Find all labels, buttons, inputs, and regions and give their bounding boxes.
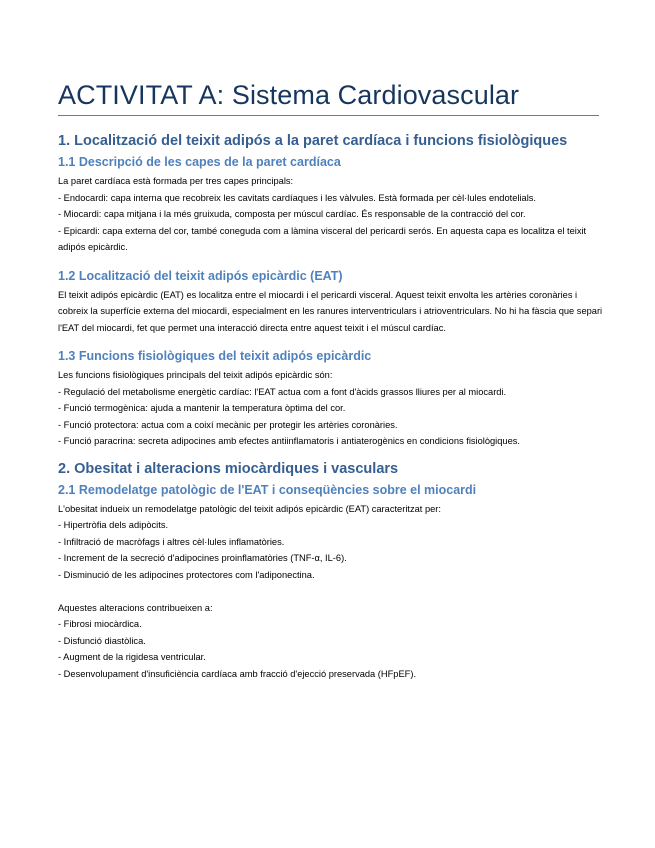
subsection-heading: 1.2 Localització del teixit adipós epicàrdic (EAT) [58,268,343,283]
list-item: - Funció paracrina: secreta adipocines amb efectes antiinflamatoris i antiaterogènics en condicions fisiològiques. [58,436,520,446]
list-item: - Disfunció diastòlica. [58,635,146,646]
paragraph: Les funcions fisiològiques principals del teixit adipós epicàrdic són: [58,370,333,380]
list-item: - Endocardi: capa interna que recobreix les cavitats cardíaques i les vàlvules. Està formada per cèl·lules endotelials. [58,192,537,203]
subsection-1-2 [58,268,603,337]
list-item: - Hipertròfia dels adipòcits. [58,520,169,530]
section-heading: 1. Localització del teixit adipós a la paret cardíaca i funcions fisiològiques [58,133,568,149]
subsection-heading: 2.1 Remodelatge patològic de l'EAT i conseqüències sobre el miocardi [58,482,477,497]
list-item: - Regulació del metabolisme energètic cardíac: l'EAT actua com a font d'àcids grassos lliures per al miocardi. [58,386,507,397]
list-item: - Increment de la secreció d'adipocines proinflamatòries (TNF-α, IL-6). [58,553,347,563]
subsection-1-1 [58,154,603,256]
section-heading: 2. Obesitat i alteracions miocàrdiques i vasculars [58,460,399,477]
paragraph: L'obesitat indueix un remodelatge patològic del teixit adipós epicàrdic (EAT) caracteritzat per: [58,503,441,514]
paragraph: El teixit adipós epicàrdic (EAT) es localitza entre el miocardi i el pericardi visceral. Aquest teixit envolta les artèries coronàries i cobreix la superfície externa del miocardi, especialment en les ranures interventriculars i atrioventriculars. No hi ha fàscia que separi l'EAT del miocardi, fet que permet una interacció directa entre aquest teixit i el múscul cardíac. [58,289,603,333]
title-underline [58,115,599,116]
section-2 [58,459,603,683]
subsection-1-3 [58,348,603,450]
document-body [58,131,603,682]
list-item: - Disminució de les adipocines protectores com l'adiponectina. [58,569,315,580]
list-item: - Miocardi: capa mitjana i la més gruixuda, composta per múscul cardíac. És responsable de la contracció del cor. [58,209,526,219]
page-title: ACTIVITAT A: Sistema Cardiovascular [58,80,520,110]
list-item: - Desenvolupament d'insuficiència cardíaca amb fracció d'ejecció preservada (HFpEF). [58,668,417,679]
list-item: - Fibrosi miocàrdica. [58,619,142,629]
section-1 [58,131,603,450]
list-item: - Funció termogènica: ajuda a mantenir la temperatura òptima del cor. [58,403,346,413]
paragraph: Aquestes alteracions contribueixen a: [58,602,213,613]
list-item: - Funció protectora: actua com a coixí mecànic per protegir les artèries coronàries. [58,419,398,430]
paragraph: La paret cardíaca està formada per tres capes principals: [58,176,294,186]
list-item: - Infiltració de macròfags i altres cèl·lules inflamatòries. [58,536,285,547]
subsection-2-1 [58,482,603,683]
subsection-heading: 1.1 Descripció de les capes de la paret cardíaca [58,155,341,169]
list-item: - Epicardi: capa externa del cor, també coneguda com a làmina visceral del pericardi serós. En aquesta capa es localitza el teixit adipós epicàrdic. [58,225,587,252]
subsection-heading: 1.3 Funcions fisiològiques del teixit adipós epicàrdic [58,349,372,363]
list-item: - Augment de la rigidesa ventricular. [58,652,206,662]
